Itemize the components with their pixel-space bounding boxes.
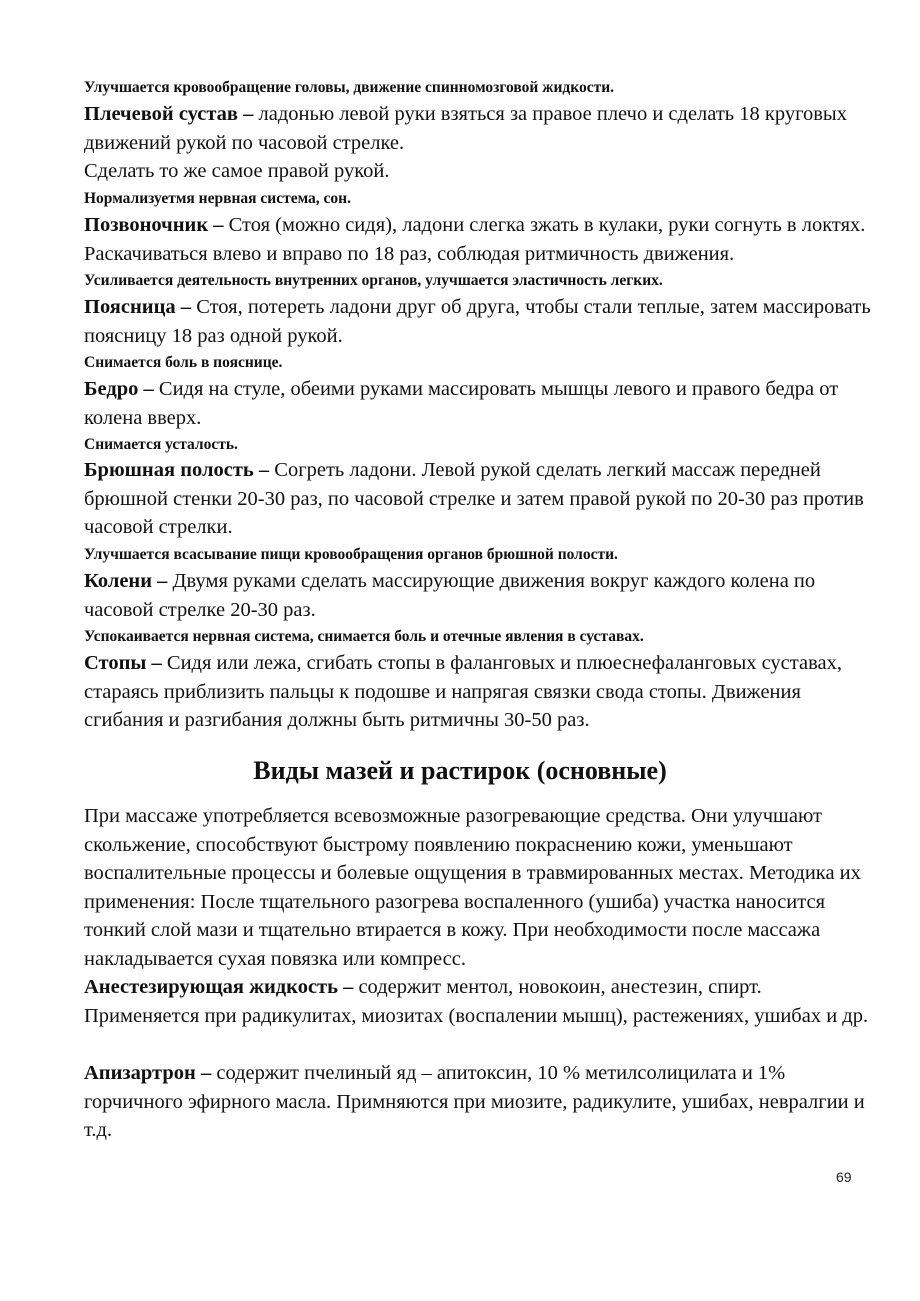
term-lower-back: Поясница –: [84, 296, 192, 318]
text-shoulder: ладонью левой руки взяться за правое плечо и сделать 18 круговых движений рукой по часовой стрелке.: [84, 103, 847, 154]
section-heading: Виды мазей и растирок (основные): [253, 756, 667, 785]
term-shoulder: Плечевой сустав –: [84, 103, 254, 125]
term-feet: Стопы –: [84, 652, 162, 674]
text-thigh: Сидя на стуле, обеими руками массировать мышцы левого и правого бедра от колена вверх.: [84, 378, 839, 429]
term-spine: Позвоночник –: [84, 214, 224, 236]
page-number: 69: [836, 1169, 852, 1185]
section-intro: При массаже употребляется всевозможные разогревающие средства. Они улучшают скольжение, способствуют быстрому появлению покраснению кожи, уменьшают воспалительные процессы и болевые ощущения в травмированных местах. Методика их применения: После тщательного разогрева воспаленного (ушиба) участка наносится тонкий слой мази и тщательно втирается в кожу. При необходимости после массажа накладывается сухая повязка или компресс.: [84, 805, 861, 970]
item-apizartron: [84, 1059, 874, 1145]
effect-note-organs: Усиливается деятельность внутренних органов, улучшается эластичность легких.: [84, 272, 663, 289]
text-knees: Двумя руками сделать массирующие движения вокруг каждого колена по часовой стрелке 20-30 раз.: [84, 570, 816, 621]
term-apizartron: Апизартрон –: [84, 1062, 212, 1084]
effect-note-joints: Успокаивается нервная система, снимается боль и отечные явления в суставах.: [84, 628, 644, 645]
effect-note-digestion: Улучшается всасывание пищи кровообращения органов брюшной полости.: [84, 546, 618, 563]
effect-note-back-pain: Снимается боль в пояснице.: [84, 354, 283, 371]
text-abdomen: Согреть ладони. Левой рукой сделать легкий массаж передней брюшной стенки 20-30 раз, по часовой стрелке и затем правой рукой по 20-30 раз против часовой стрелки.: [84, 459, 864, 538]
term-thigh: Бедро –: [84, 378, 154, 400]
effect-note-head: Улучшается кровообращение головы, движение спинномозговой жидкости.: [84, 79, 615, 96]
text-feet: Сидя или лежа, сгибать стопы в фаланговых и плюеснефаланговых суставах, стараясь приблизить пальцы к подошве и напрягая связки свода стопы. Движения сгибания и разгибания должны быть ритмичны 30-50 раз.: [84, 652, 842, 731]
exercise-abdomen: [84, 456, 874, 542]
effect-note-fatigue: Снимается усталость.: [84, 436, 238, 453]
exercise-shoulder: [84, 100, 874, 157]
text-apizartron: содержит пчелиный яд – апитоксин, 10 % метилсолицилата и 1% горчичного эфирного масла. Примняются при миозите, радикулите, ушибах, невралгии и т.д.: [84, 1062, 865, 1141]
effect-note-nervous: Нормализуетмя нервная система, сон.: [84, 190, 351, 207]
term-abdomen: Брюшная полость –: [84, 459, 270, 481]
item-anesthetic-liquid: [84, 973, 874, 1030]
text-spine: Стоя (можно сидя), ладони слегка зжать в кулаки, руки согнуть в локтях. Раскачиваться влево и вправо по 18 раз, соблюдая ритмичность движения.: [84, 214, 866, 265]
exercise-shoulder-right: Сделать то же самое правой рукой.: [84, 160, 390, 182]
exercise-thigh: [84, 375, 874, 432]
exercise-lower-back: [84, 293, 874, 350]
term-anesthetic-liquid: Анестезирующая жидкость –: [84, 976, 354, 998]
text-anesthetic-liquid: содержит ментол, новокоин, анестезин, спирт. Применяется при радикулитах, миозитах (воспалении мышц), растежениях, ушибах и др.: [84, 976, 869, 1027]
exercise-feet: [84, 649, 874, 735]
term-knees: Колени –: [84, 570, 168, 592]
text-lower-back: Стоя, потереть ладони друг об друга, чтобы стали теплые, затем массировать поясницу 18 раз одной рукой.: [84, 296, 871, 347]
exercise-spine: [84, 211, 874, 268]
exercise-knees: [84, 567, 874, 624]
